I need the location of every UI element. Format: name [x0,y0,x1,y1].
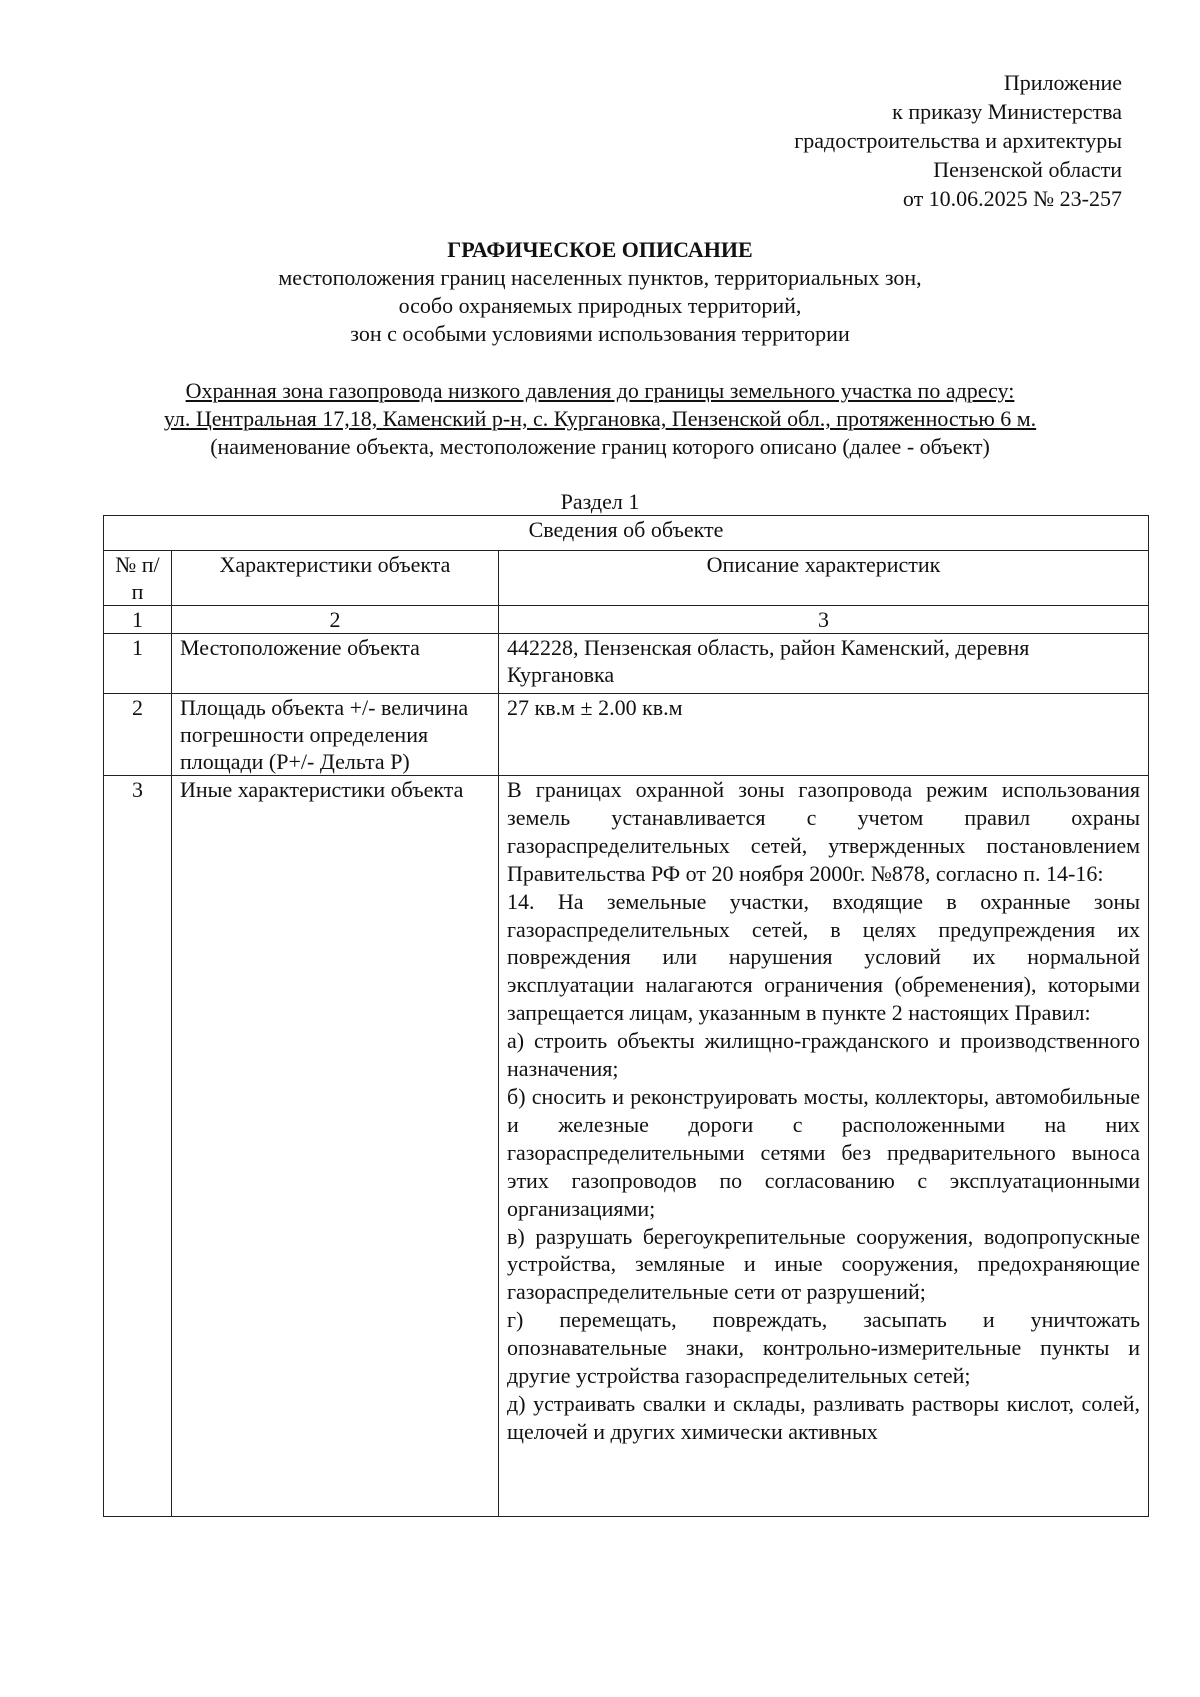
appendix-block [794,68,1122,213]
row-characteristic: Иные характеристики объекта [172,776,499,1517]
column-number: 3 [499,606,1149,634]
column-number: 1 [104,606,172,634]
section-label: Раздел 1 [560,489,640,514]
subtitle-line: местоположения границ населенных пунктов, территориальных зон, [278,265,922,290]
document-title: ГРАФИЧЕСКОЕ ОПИСАНИЕ [447,237,753,262]
description-paragraph: в) разрушать берегоукрепительные сооружения, водопропускные устройства, земляные и иные сооружения, предохраняющие газораспределительные сети от разрушений; [507,1223,1141,1305]
header-description: Описание характеристик [499,551,1149,606]
appendix-order-date: от 10.06.2025 № 23-257 [902,186,1122,211]
object-info-table [103,515,1149,1517]
description-paragraph: 14. На земельные участки, входящие в охранные зоны газораспределительных сетей, в целях предупреждения их повреждения или нарушения условий их нормальной эксплуатации налагаются ограничения (обременения), которыми запрещается лицам, указанным в пункте 2 настоящих Правил: [507,888,1141,1026]
appendix-line: Пензенской области [933,157,1122,182]
row-number: 2 [104,694,172,776]
appendix-line: к приказу Министерства [892,99,1122,124]
column-number: 2 [172,606,499,634]
table-title-row [104,516,1149,551]
description-paragraph: б) сносить и реконструировать мосты, коллекторы, автомобильные и железные дороги с расположенными на них газораспределительными сетями без предварительного выноса этих газопроводов по согласованию с эксплуатационными организациями; [507,1083,1141,1221]
document-subtitle [0,264,1200,348]
description-paragraph: д) устраивать свалки и склады, разливать растворы кислот, солей, щелочей и других химически активных [507,1390,1141,1444]
subtitle-line: зон с особыми условиями использования территории [350,321,850,346]
row-description: 27 кв.м ± 2.00 кв.м [499,694,1149,776]
object-name-block [0,377,1200,461]
table-title: Сведения об объекте [104,516,1149,551]
appendix-line: градостроительства и архитектуры [794,128,1122,153]
row-description [499,776,1149,1517]
header-characteristic: Характеристики объекта [172,551,499,606]
table-row [104,634,1149,694]
table-header-row [104,551,1149,606]
object-name-caption: (наименование объекта, местоположение границ которого описано (далее - объект) [210,434,990,459]
column-number-row [104,606,1149,634]
object-name-line: Охранная зона газопровода низкого давления до границы земельного участка по адресу: [185,378,1015,403]
object-name-line: ул. Центральная 17,18, Каменский р-н, с. Кургановка, Пензенской обл., протяженностью 6 м. [163,406,1037,431]
subtitle-line: особо охраняемых природных территорий, [398,293,802,318]
row-characteristic: Площадь объекта +/- величина погрешности определения площади (P+/- Дельта P) [172,694,499,776]
row-description: 442228, Пензенская область, район Каменский, деревня Кургановка [499,634,1149,694]
header-number: № п/п [104,551,172,606]
row-characteristic: Местоположение объекта [172,634,499,694]
title-block [0,236,1200,348]
description-paragraph: В границах охранной зоны газопровода режим использования земель устанавливается с учетом правил охраны газораспределительных сетей, утвержденных постановлением Правительства РФ от 20 ноября 2000г. №878, согласно п. 14-16: [507,777,1141,886]
row-number: 1 [104,634,172,694]
appendix-line: Приложение [1003,70,1122,95]
table-row [104,694,1149,776]
row-number: 3 [104,776,172,1517]
description-paragraph: г) перемещать, повреждать, засыпать и уничтожать опознавательные знаки, контрольно-измерительные пункты и другие устройства газораспределительных сетей; [507,1307,1141,1389]
table-row [104,776,1149,1517]
description-paragraph: а) строить объекты жилищно-гражданского и производственного назначения; [507,1028,1141,1082]
